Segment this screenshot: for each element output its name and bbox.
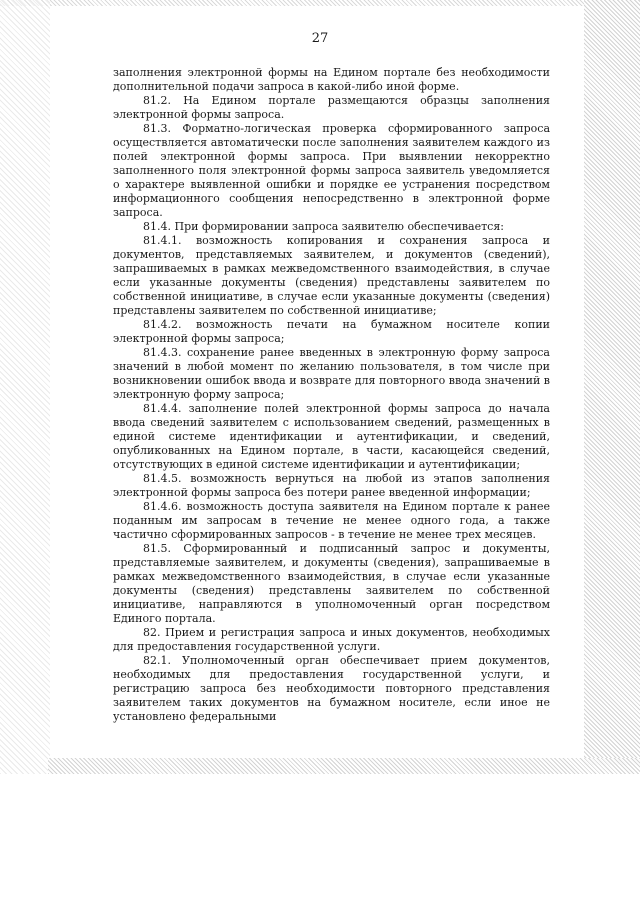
- paragraph-81-4-5: 81.4.5. возможность вернуться на любой из этапов заполнения электронной формы запроса без потери ранее введенной информации;: [113, 472, 550, 499]
- paragraph-81-4-3: 81.4.3. сохранение ранее введенных в электронную форму запроса значений в любой момент по желанию пользователя, в том числе при возникновении ошибок ввода и возврате для повторного ввода значений в электронную форму запроса;: [113, 346, 550, 401]
- paragraph-82: 82. Прием и регистрация запроса и иных документов, необходимых для предоставления государственной услуги.: [113, 626, 550, 653]
- page-number: 27: [311, 31, 329, 46]
- paragraph-continuation: заполнения электронной формы на Едином портале без необходимости дополнительной подачи запроса в какой-либо иной форме.: [113, 66, 550, 93]
- scan-noise-right: [584, 0, 640, 765]
- paragraph-81-3: 81.3. Форматно-логическая проверка сформированного запроса осуществляется автоматически после заполнения заявителем каждого из полей электронной формы запроса. При выявлении некорректно заполненного поля электронной формы запроса заявитель уведомляется о характере выявленной ошибки и порядке ее устранения посредством информационного сообщения непосредственно в электронной форме запроса.: [113, 122, 550, 219]
- paragraph-82-1: 82.1. Уполномоченный орган обеспечивает прием документов, необходимых для предоставления государственной услуги, и регистрацию запроса без необходимости повторного представления заявителем таких документов на бумажном носителе, если иное не установлено федеральными: [113, 654, 550, 723]
- paragraph-81-2: 81.2. На Едином портале размещаются образцы заполнения электронной формы запроса.: [113, 94, 550, 121]
- scan-noise-left: [0, 0, 50, 774]
- document-body: [113, 66, 550, 724]
- scan-noise-top: [0, 0, 640, 6]
- paragraph-81-4-4: 81.4.4. заполнение полей электронной формы запроса до начала ввода сведений заявителем с использованием сведений, размещенных в единой системе идентификации и аутентификации, и сведений, опубликованных на Едином портале, в части, касающейся сведений, отсутствующих в единой системе идентификации и аутентификации;: [113, 402, 550, 471]
- scan-noise-bottom: [48, 758, 640, 774]
- paragraph-81-4: 81.4. При формировании запроса заявителю обеспечивается:: [143, 220, 504, 233]
- paragraph-81-4-6: 81.4.6. возможность доступа заявителя на Едином портале к ранее поданным им запросам в течение не менее одного года, а также частично сформированных запросов - в течение не менее трех месяцев.: [113, 500, 550, 541]
- paragraph-81-4-2: 81.4.2. возможность печати на бумажном носителе копии электронной формы запроса;: [113, 318, 550, 345]
- paragraph-81-5: 81.5. Сформированный и подписанный запрос и документы, представляемые заявителем, и документы (сведения), запрашиваемые в рамках межведомственного взаимодействия, в случае если указанные документы (сведения) представлены заявителем по собственной инициативе, направляются в уполномоченный орган посредством Единого портала.: [113, 542, 550, 625]
- paragraph-81-4-1: 81.4.1. возможность копирования и сохранения запроса и документов, представляемых заявителем, и документов (сведений), запрашиваемых в рамках межведомственного взаимодействия, в случае если указанные документы (сведения) представлены заявителем по собственной инициативе, в случае если указанные документы (сведения) представлены заявителем по собственной инициативе;: [113, 234, 550, 317]
